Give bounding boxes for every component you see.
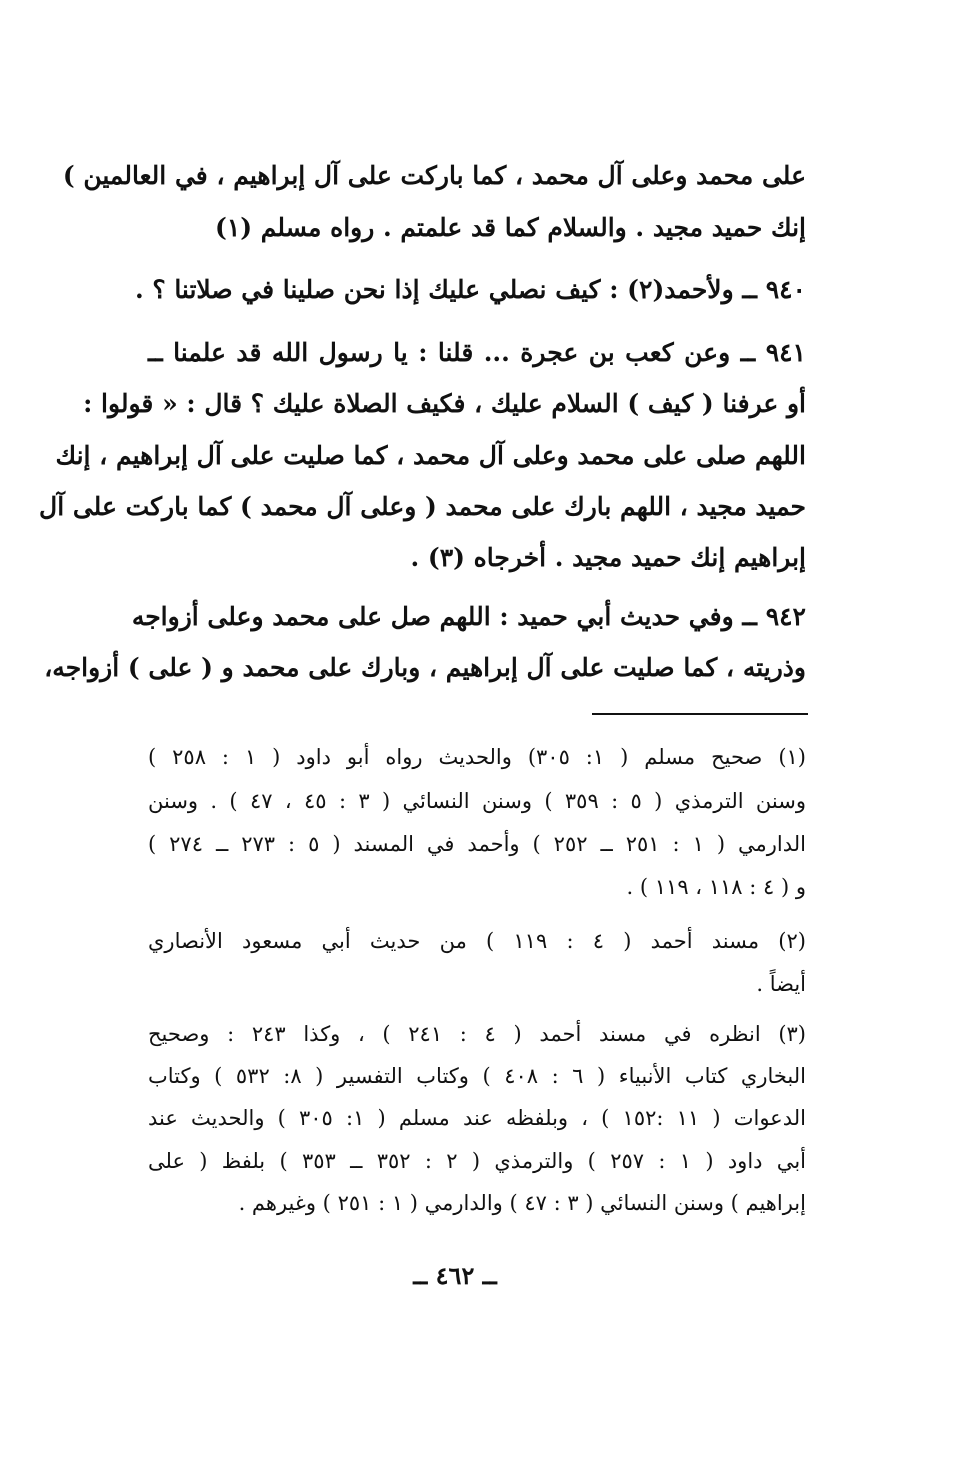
hadith-941-line: ٩٤١ ــ وعن كعب بن عجرة ... قلنا : يا رسول الله قد علمنا ــ	[148, 338, 806, 367]
footnote-line: أيضاً .	[756, 972, 806, 996]
page-number: ــ ٤٦٢ ــ	[413, 1261, 497, 1290]
footnote-3-line: (٣) انظره في مسند أحمد ( ٤ : ٢٤١ ) ، وكذا ٢٤٣ : وصحيح	[148, 1022, 806, 1046]
footnote-line: أبي داود ( ١ : ٢٥٧ ) والترمذي ( ٢ : ٣٥٢ ــ ٣٥٣ ) بلفظ ( على	[148, 1149, 806, 1173]
footnote-line: وسنن الترمذي ( ٥ : ٣٥٩ ) وسنن النسائي ( ٣ : ٤٥ ، ٤٧ ) . وسنن	[148, 789, 806, 813]
footnote-1-line: (١) صحيح مسلم ( ١: ٣٠٥) والحديث رواه أبو داود ( ١ : ٢٥٨ )	[148, 745, 806, 769]
main-text-line: وذريته ، كما صليت على آل إبراهيم ، وبارك على محمد و ( على ) أزواجه،	[44, 653, 806, 682]
footnote-line: البخاري كتاب الأنبياء ( ٦ : ٤٠٨ ) وكتاب التفسير ( ٨: ٥٣٢ ) وكتاب	[148, 1064, 806, 1088]
footnote-line: إبراهيم ) وسنن النسائي ( ٣ : ٤٧ ) والدارمي ( ١ : ٢٥١ ) وغيرهم .	[238, 1191, 806, 1215]
main-text-line: أو عرفنا ( كيف ) السلام عليك ، فكيف الصلاة عليك ؟ قال : « قولوا :	[83, 389, 806, 418]
main-text-line: اللهم صلى على محمد وعلى آل محمد ، كما صليت على آل إبراهيم ، إنك	[55, 441, 806, 470]
main-text-line: إبراهيم إنك حميد مجيد . أخرجاه (٣) .	[410, 543, 806, 572]
hadith-940-line: ٩٤٠ ــ ولأحمد(٢) : كيف نصلي عليك إذا نحن صلينا في صلاتنا ؟ .	[134, 275, 806, 304]
main-text-line: حميد مجيد ، اللهم بارك على محمد ( وعلى آل محمد ) كما باركت على آل	[39, 492, 806, 521]
hadith-942-line: ٩٤٢ ــ وفي حديث أبي حميد : اللهم صل على محمد وعلى أزواجه	[131, 602, 806, 631]
footnote-2-line: (٢) مسند أحمد ( ٤ : ١١٩ ) من حديث أبي مسعود الأنصاري	[148, 929, 806, 953]
main-text-line: على محمد وعلى آل محمد ، كما باركت على آل إبراهيم ، في العالمين )	[62, 161, 806, 190]
main-text-line: إنك حميد مجيد . والسلام كما قد علمتم . رواه مسلم (١)	[214, 213, 806, 242]
footnote-line: الدعوات ( ١١ :١٥٢ ) ، وبلفظه عند مسلم ( ١: ٣٠٥ ) والحديث عند	[148, 1106, 806, 1130]
footnote-line: الدارمي ( ١ : ٢٥١ ــ ٢٥٢ ) وأحمد في المسند ( ٥ : ٢٧٣ ــ ٢٧٤ )	[148, 832, 806, 856]
footnote-line: و ( ٤ : ١١٨ ، ١١٩ ) .	[626, 875, 806, 899]
footnote-separator	[592, 713, 808, 715]
